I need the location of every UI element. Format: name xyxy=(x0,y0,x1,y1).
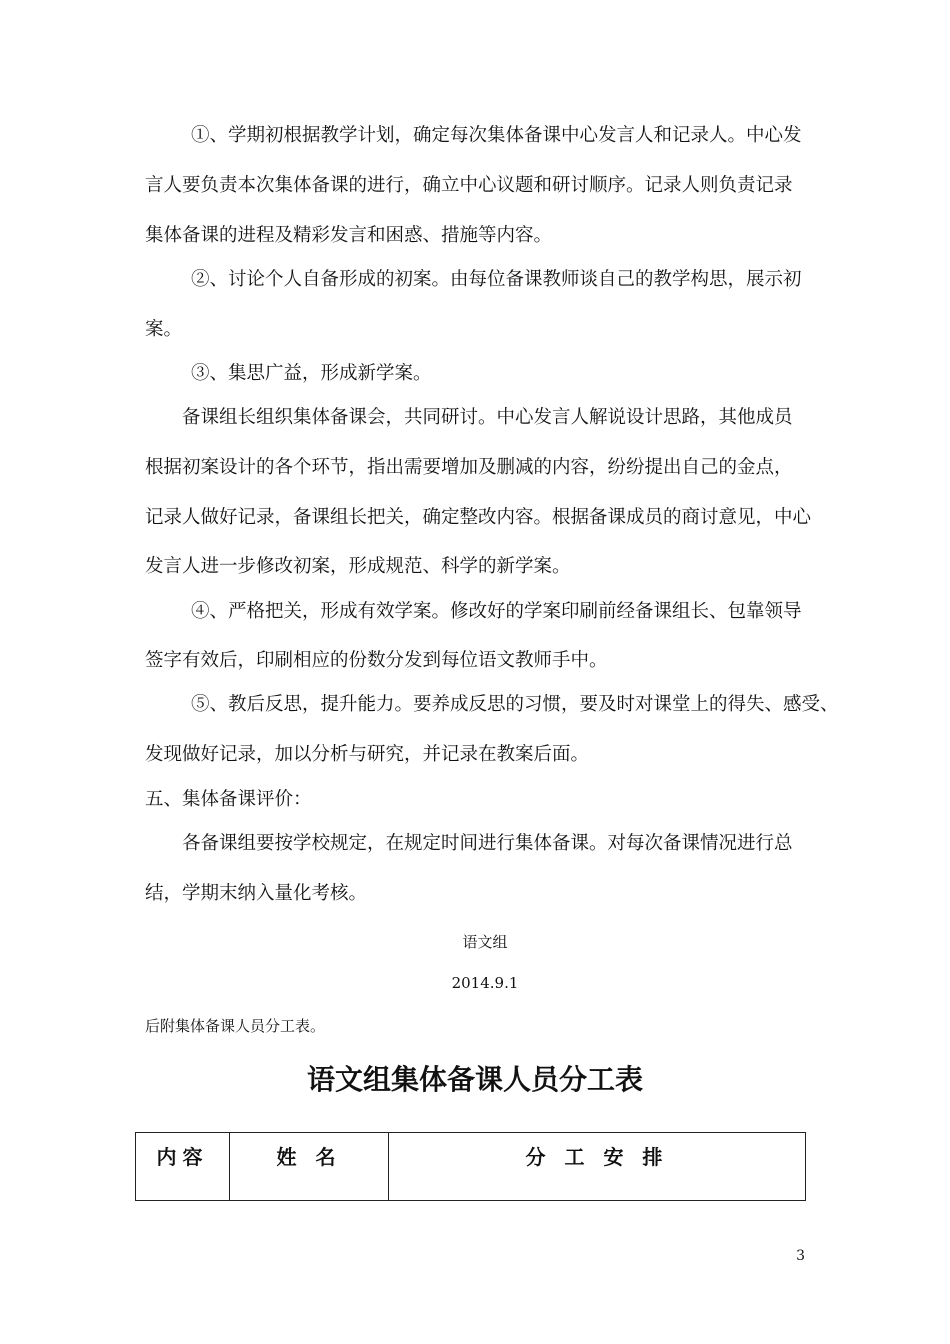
paragraph-line: 各备课组要按学校规定，在规定时间进行集体备课。对每次备课情况进行总 xyxy=(182,833,793,854)
header-assignment: 分 工 安 排 xyxy=(389,1133,806,1201)
paragraph-line: 记录人做好记录，备课组长把关，确定整改内容。根据备课成员的商讨意见，中心 xyxy=(145,507,812,528)
paragraph-line: 发现做好记录，加以分析与研究，并记录在教案后面。 xyxy=(145,744,590,765)
paragraph-line: 言人要负责本次集体备课的进行，确立中心议题和研讨顺序。记录人则负责记录 xyxy=(145,175,793,196)
paragraph-line: ④、严格把关，形成有效学案。修改好的学案印刷前经备课组长、包靠领导 xyxy=(191,601,802,622)
signature-group: 语文组 xyxy=(462,933,508,951)
header-name: 姓 名 xyxy=(230,1133,389,1201)
signature-date: 2014.9.1 xyxy=(451,974,519,992)
paragraph-line: 备课组长组织集体备课会，共同研讨。中心发言人解说设计思路，其他成员 xyxy=(182,407,793,428)
paragraph-line: 发言人进一步修改初案，形成规范、科学的新学案。 xyxy=(145,556,571,577)
paragraph-line: 根据初案设计的各个环节，指出需要增加及删减的内容，纷纷提出自己的金点， xyxy=(145,457,793,478)
paragraph-line: ①、学期初根据教学计划，确定每次集体备课中心发言人和记录人。中心发 xyxy=(191,125,802,146)
header-content: 内容 xyxy=(136,1133,230,1201)
paragraph-line: 案。 xyxy=(145,319,183,340)
paragraph-line: 签字有效后，印刷相应的份数分发到每位语文教师手中。 xyxy=(145,650,608,671)
paragraph-line: ③、集思广益，形成新学案。 xyxy=(191,363,432,384)
table-title: 语文组集体备课人员分工表 xyxy=(306,1063,643,1096)
table-header-row xyxy=(136,1133,806,1201)
paragraph-line: 集体备课的进程及精彩发言和困惑、措施等内容。 xyxy=(145,225,553,246)
paragraph-line: 结，学期末纳入量化考核。 xyxy=(145,883,368,904)
appendix-note: 后附集体备课人员分工表。 xyxy=(145,1017,326,1035)
paragraph-line: ⑤、教后反思，提升能力。要养成反思的习惯，要及时对课堂上的得失、感受、 xyxy=(191,694,839,715)
paragraph-line: ②、讨论个人自备形成的初案。由每位备课教师谈自己的教学构思，展示初 xyxy=(191,269,802,290)
section-heading: 五、集体备课评价： xyxy=(145,789,312,810)
page-number: 3 xyxy=(796,1248,805,1264)
staff-assignment-table xyxy=(135,1132,806,1201)
